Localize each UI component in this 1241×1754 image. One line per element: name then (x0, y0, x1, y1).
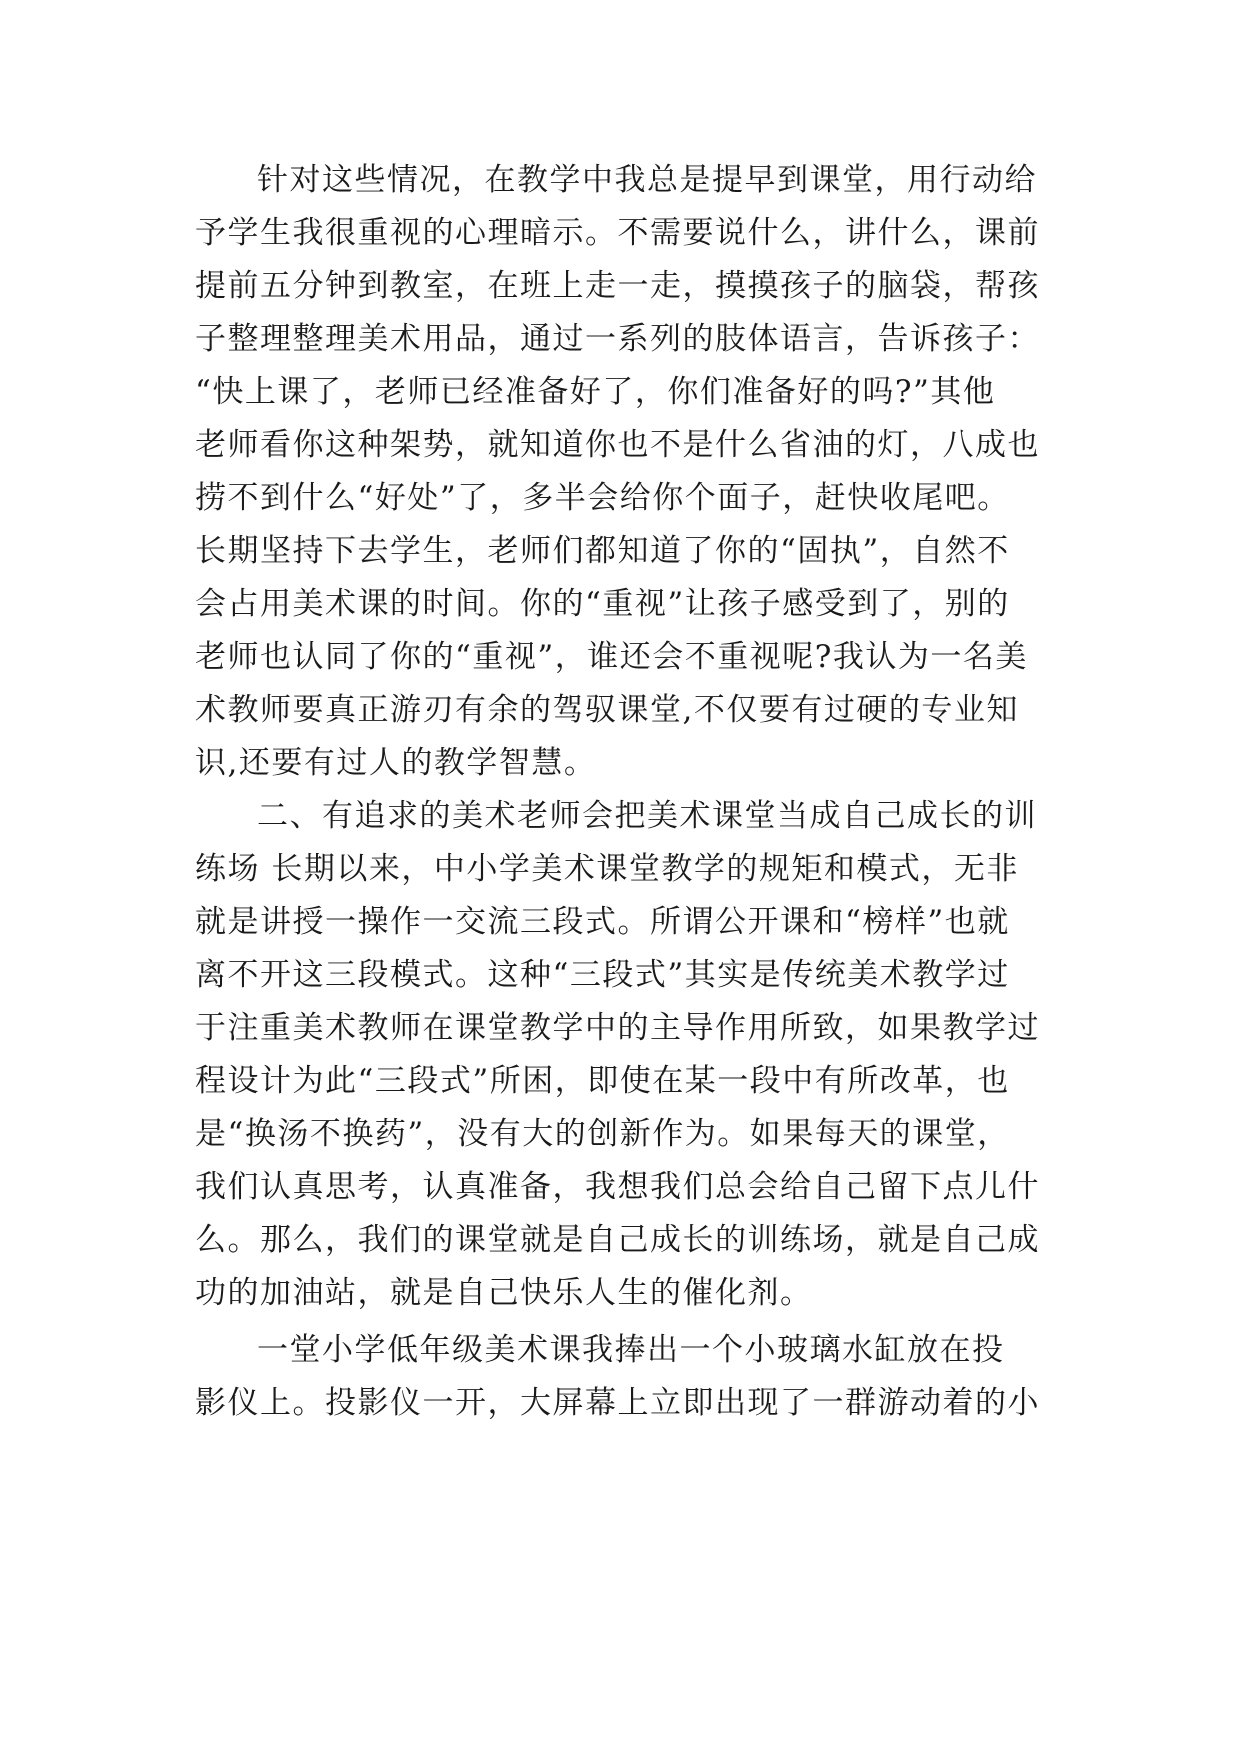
text-line: 离不开这三段模式。这种“三段式”其实是传统美术教学过 (195, 957, 1010, 993)
text-line: 就是讲授一操作一交流三段式。所谓公开课和“榜样”也就 (195, 904, 1010, 940)
text-line: 识,还要有过人的教学智慧。 (195, 745, 597, 781)
text-line: 么。那么，我们的课堂就是自己成长的训练场，就是自己成 (195, 1222, 1040, 1258)
text-line: 老师也认同了你的“重视”，谁还会不重视呢?我认为一名美 (195, 639, 1028, 675)
text-line: 是“换汤不换药”，没有大的创新作为。如果每天的课堂， (195, 1116, 1010, 1152)
text-line: “快上课了，老师已经准备好了，你们准备好的吗?”其他 (195, 374, 996, 410)
text-line: 捞不到什么“好处”了，多半会给你个面子，赶快收尾吧。 (195, 480, 1010, 516)
text-line: 针对这些情况，在教学中我总是提早到课堂，用行动给 (257, 162, 1037, 198)
text-line: 二、有追求的美术老师会把美术课堂当成自己成长的训 (257, 798, 1037, 834)
text-line: 术教师要真正游刃有余的驾驭课堂,不仅要有过硬的专业知 (195, 692, 1019, 728)
text-line: 提前五分钟到教室，在班上走一走，摸摸孩子的脑袋，帮孩 (195, 268, 1040, 304)
text-line: 会占用美术课的时间。你的“重视”让孩子感受到了，别的 (195, 586, 1010, 622)
text-line: 影仪上。投影仪一开，大屏幕上立即出现了一群游动着的小 (195, 1385, 1040, 1421)
text-line: 予学生我很重视的心理暗示。不需要说什么，讲什么，课前 (195, 215, 1040, 251)
text-line: 一堂小学低年级美术课我捧出一个小玻璃水缸放在投 (257, 1332, 1005, 1368)
text-line: 我们认真思考，认真准备，我想我们总会给自己留下点儿什 (195, 1169, 1040, 1205)
text-line: 长期坚持下去学生，老师们都知道了你的“固执”，自然不 (195, 533, 1010, 569)
text-line: 功的加油站，就是自己快乐人生的催化剂。 (195, 1275, 813, 1311)
text-line: 老师看你这种架势，就知道你也不是什么省油的灯，八成也 (195, 427, 1040, 463)
text-line: 子整理整理美术用品，通过一系列的肢体语言，告诉孩子： (195, 321, 1040, 357)
text-line: 练场 长期以来，中小学美术课堂教学的规矩和模式，无非 (195, 851, 1019, 887)
text-line: 程设计为此“三段式”所困，即使在某一段中有所改革，也 (195, 1063, 1010, 1099)
text-line: 于注重美术教师在课堂教学中的主导作用所致，如果教学过 (195, 1010, 1040, 1046)
